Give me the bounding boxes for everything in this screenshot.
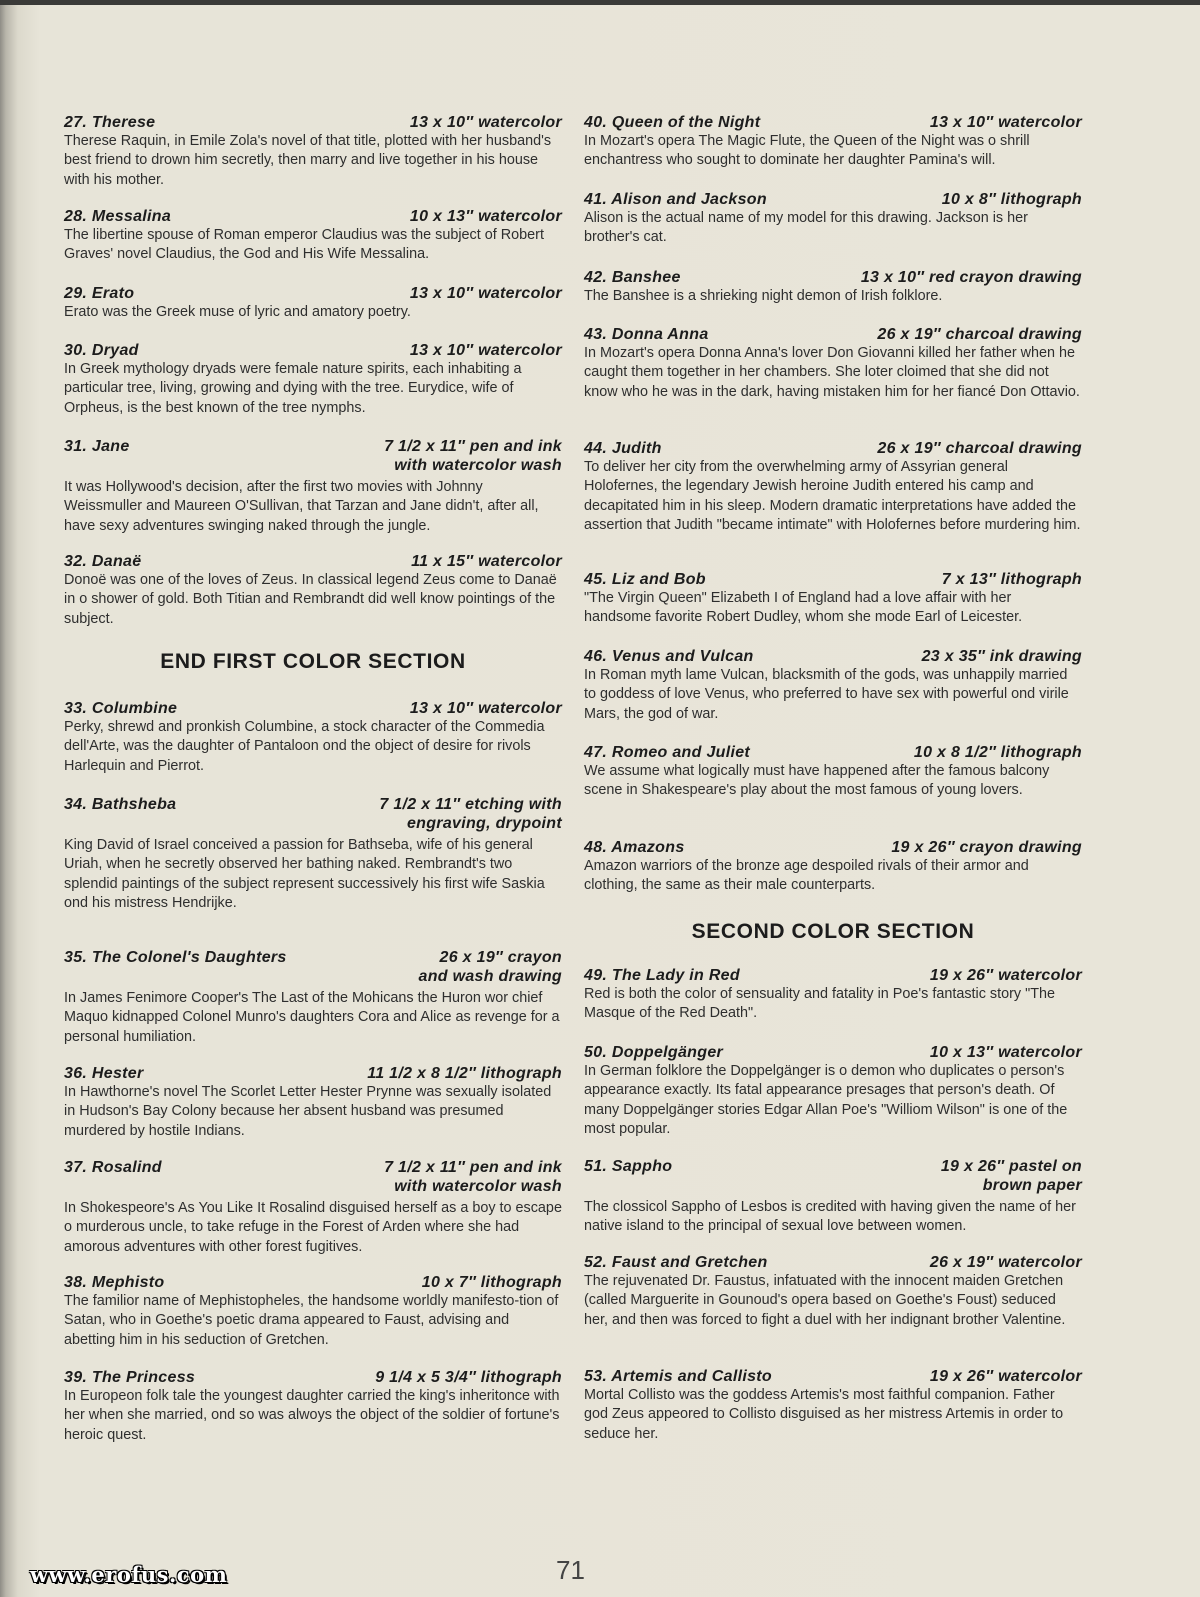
entry-medium: 26 x 19″ charcoal drawing [877,326,1082,343]
artwork-entry [64,284,562,322]
entry-medium: 11 x 15″ watercolor [411,553,562,570]
section-heading: SECOND COLOR SECTION [691,920,975,943]
entry-header [64,284,562,303]
artwork-entry [64,1064,562,1141]
entry-title: 27. Therese [64,114,156,131]
artwork-entry [64,113,562,190]
entry-header [64,552,562,571]
entry-title: 50. Doppelgänger [584,1044,724,1061]
entry-description: In German folklore the Doppelgänger is o demon who duplicates o person's appearance exactly. Its fatal appearance presages that person's death. Of many Doppelgänger stories Edgar Allan Poe's "Williom Wilson" is one of the most popular. [584,1063,1068,1137]
entry-title: 47. Romeo and Juliet [584,744,751,761]
entry-header [64,207,562,226]
entry-description: In Hawthorne's novel The Scorlet Letter Hester Prynne was sexually isolated in Hudson's Bay Colony because her absent husband was presumed murdered by hostile Indians. [64,1084,552,1139]
entry-header [64,1064,562,1083]
entry-medium: 10 x 8 1/2″ lithograph [913,744,1082,761]
entry-medium: 19 x 26″ watercolor [929,1368,1082,1385]
entry-medium: 26 x 19″ charcoal drawing [877,440,1082,457]
entry-header [584,325,1082,344]
artwork-entry [64,948,562,1047]
entry-title: 44. Judith [584,440,662,457]
artwork-entry [584,838,1082,896]
entry-title: 33. Columbine [64,700,178,717]
entry-description: Mortal Collisto was the goddess Artemis's most faithful companion. Father god Zeus appeored to Collisto disguised as her mistress Artemis in order to seduce her. [584,1387,1064,1442]
entry-title: 53. Artemis and Callisto [584,1368,772,1385]
entry-description: Donoë was one of the loves of Zeus. In classical legend Zeus come to Danaë in o shower of gold. Both Titian and Rembrandt did well know pointings of the subject. [64,572,557,627]
artwork-entry [584,966,1082,1024]
entry-header [64,795,562,833]
entry-medium: 19 x 26″ pastel on brown paper [940,1158,1082,1194]
artwork-entry [584,570,1082,628]
entry-medium: 13 x 10″ watercolor [409,342,562,359]
entry-medium: 19 x 26″ watercolor [929,967,1082,984]
entry-medium: 19 x 26″ crayon drawing [891,839,1082,856]
artwork-entry [584,743,1082,801]
entry-header [584,1367,1082,1386]
entry-description: "The Virgin Queen" Elizabeth I of England had a love affair with her handsome favorite Robert Dudley, whom she mode Earl of Leicester. [584,590,1023,626]
entry-title: 31. Jane [64,438,130,455]
entry-description: In Roman myth lame Vulcan, blacksmith of the gods, was unhappily married to goddess of love Venus, who preferred to have sex with powerful ond virile Mars, the god of war. [584,667,1069,722]
artwork-entry [64,341,562,418]
entry-header [584,113,1082,132]
artwork-entry [64,1273,562,1350]
entry-medium: 10 x 13″ watercolor [409,208,562,225]
artwork-entry [584,325,1082,402]
artwork-entry [584,647,1082,724]
entry-title: 38. Mephisto [64,1274,165,1291]
entry-medium: 13 x 10″ watercolor [929,114,1082,131]
entry-header [64,341,562,360]
entry-description: King David of Israel conceived a passion for Bathseba, wife of his general Uriah, when he secretly observed her bathing naked. Rembrandt's two splendid paintings of the subject represent successively his first wife Saskia ond his mistress Hendrijke. [64,837,545,911]
entry-title: 28. Messalina [64,208,172,225]
artwork-entry [64,795,562,913]
entry-description: Erato was the Greek muse of lyric and amatory poetry. [64,304,411,320]
entry-title: 40. Queen of the Night [584,114,761,131]
entry-description: To deliver her city from the overwhelming army of Assyrian general Holofernes, the legendary Jewish heroine Judith entered his camp and decapitated him in his sleep. Modern dramatic interpretations have added the assertion that Judith "became intimate" with Holofernes before murdering him. [584,459,1081,533]
entry-title: 46. Venus and Vulcan [584,648,754,665]
artwork-entry [584,439,1082,535]
entry-description: In Europeon folk tale the youngest daughter carried the king's inheritonce with her when she married, ond so was alwoys the object of the soldier of fortune's heroic quest. [64,1388,560,1443]
entry-description: In Greek mythology dryads were female nature spirits, each inhabiting a particular tree, living, growing and dying with the tree. Eurydice, wife of Orpheus, is the best known of the tree nymphs. [64,361,522,416]
entry-header [584,647,1082,666]
artwork-entry [64,437,562,536]
entry-title: 37. Rosalind [64,1159,162,1176]
entry-header [584,268,1082,287]
left-column [64,0,562,1597]
entry-header [64,1368,562,1387]
entry-description: Amazon warriors of the bronze age despoiled rivals of their armor and clothing, the same as their male counterparts. [584,858,1029,894]
artwork-entry [584,190,1082,248]
entry-medium: 26 x 19″ watercolor [929,1254,1082,1271]
entry-description: The rejuvenated Dr. Faustus, infatuated with the innocent maiden Gretchen (called Marguerite in Gounoud's opera based on Goethe's Foust) seduced her, and then was forced to fight a duel with her indignant brother Valentine. [584,1273,1066,1328]
entry-description: Red is both the color of sensuality and fatality in Poe's fantastic story "The Masque of the Red Death". [584,986,1055,1022]
entry-header [64,1273,562,1292]
entry-header [584,1157,1082,1195]
artwork-entry [64,1158,562,1257]
entry-title: 45. Liz and Bob [584,571,706,588]
entry-title: 29. Erato [64,285,135,302]
entry-title: 32. Danaë [64,553,142,570]
page-number: 71 [556,1555,585,1585]
artwork-entry [584,1367,1082,1444]
entry-medium: 13 x 10″ watercolor [409,285,562,302]
artwork-entry [584,1253,1082,1330]
entry-header [584,743,1082,762]
entry-header [64,1158,562,1196]
entry-description: In Mozart's opera The Magic Flute, the Queen of the Night was o shrill enchantress who sought to dominate her daughter Pamina's will. [584,133,1030,169]
entry-title: 41. Alison and Jackson [584,191,767,208]
right-column [584,0,1082,1597]
entry-description: The clossicol Sappho of Lesbos is credited with having given the name of her native island to the principal of sexual love between women. [584,1199,1076,1235]
entry-title: 48. Amazons [584,839,685,856]
artwork-entry [584,1043,1082,1139]
artwork-entry [64,207,562,265]
artwork-entry [64,1368,562,1445]
entry-title: 49. The Lady in Red [584,967,740,984]
entry-title: 39. The Princess [64,1369,196,1386]
entry-description: Perky, shrewd and pronkish Columbine, a stock character of the Commedia dell'Arte, was the daughter of Pantaloon ond the object of desire for rivols Harlequin and Pierrot. [64,719,545,774]
entry-description: In James Fenimore Cooper's The Last of the Mohicans the Huron wor chief Maquo kidnapped Colonel Munro's daughters Cora and Alice as revenge for a personal humiliation. [64,990,560,1045]
entry-medium: 13 x 10″ red crayon drawing [860,269,1082,286]
entry-title: 30. Dryad [64,342,139,359]
entry-description: We assume what logically must have happened after the famous balcony scene in Shakespeare's play about the most famous of young lovers. [584,763,1050,799]
entry-description: Therese Raquin, in Emile Zola's novel of that title, plotted with her husband's best friend to drown him secretly, then marry and live together in his house with his mother. [64,133,552,188]
entry-header [64,437,562,475]
entry-medium: 23 x 35″ ink drawing [921,648,1082,665]
entry-medium: 13 x 10″ watercolor [409,700,562,717]
entry-medium: 7 1/2 x 11″ etching with engraving, drypoint [379,796,562,832]
entry-title: 36. Hester [64,1065,144,1082]
entry-description: In Mozart's opera Donna Anna's lover Don Giovanni killed her father when he caught them together in her chambers. She loter cloimed that she did not know who he was in the dark, having mistaken him for her fiancé Don Ottavio. [584,345,1080,400]
entry-header [584,439,1082,458]
entry-description: The Banshee is a shrieking night demon of Irish folklore. [584,288,943,304]
entry-title: 52. Faust and Gretchen [584,1254,768,1271]
artwork-entry [584,1157,1082,1237]
entry-description: The libertine spouse of Roman emperor Claudius was the subject of Robert Graves' novel Claudius, the God and His Wife Messalina. [64,227,544,263]
entry-title: 42. Banshee [584,269,681,286]
entry-title: 43. Donna Anna [584,326,709,343]
artwork-entry [584,113,1082,171]
entry-medium: 7 1/2 x 11″ pen and ink with watercolor wash [384,1159,562,1195]
watermark-text: www.erofus.com [30,1562,228,1587]
entry-description: The familior name of Mephistopheles, the handsome worldly manifesto-tion of Satan, who in Goethe's poetic drama appeared to Faust, advising and abetting him in his seduction of Gretchen. [64,1293,559,1348]
entry-description: It was Hollywood's decision, after the first two movies with Johnny Weissmuller and Maureen O'Sullivan, that Tarzan and Jane didn't, after all, have sexy adventures swinging naked through the jungle. [64,479,539,534]
entry-medium: 7 1/2 x 11″ pen and ink with watercolor wash [384,438,562,474]
entry-title: 35. The Colonel's Daughters [64,949,287,966]
section-heading: END FIRST COLOR SECTION [160,650,466,673]
entry-description: Alison is the actual name of my model for this drawing. Jackson is her brother's cat. [584,210,1028,246]
entry-header [584,838,1082,857]
entry-description: In Shokespeore's As You Like It Rosalind disguised herself as a boy to escape o murderous uncle, to take refuge in the Forest of Arden where she had amorous adventures with other forest fugitives. [64,1200,562,1255]
entry-header [584,570,1082,589]
entry-medium: 9 1/4 x 5 3/4″ lithograph [375,1369,562,1386]
entry-header [584,966,1082,985]
artwork-entry [64,552,562,629]
entry-medium: 11 1/2 x 8 1/2″ lithograph [367,1065,562,1082]
entry-header [64,948,562,986]
entry-header [584,1253,1082,1272]
artwork-entry [584,268,1082,306]
entry-header [64,699,562,718]
entry-medium: 10 x 13″ watercolor [929,1044,1082,1061]
entry-medium: 7 x 13″ lithograph [941,571,1082,588]
entry-header [584,1043,1082,1062]
entry-header [584,190,1082,209]
artwork-entry [64,699,562,776]
entry-title: 34. Bathsheba [64,796,177,813]
entry-medium: 10 x 8″ lithograph [941,191,1082,208]
entry-title: 51. Sappho [584,1158,673,1175]
entry-medium: 26 x 19″ crayon and wash drawing [418,949,562,985]
entry-medium: 13 x 10″ watercolor [409,114,562,131]
entry-medium: 10 x 7″ lithograph [421,1274,562,1291]
entry-header [64,113,562,132]
